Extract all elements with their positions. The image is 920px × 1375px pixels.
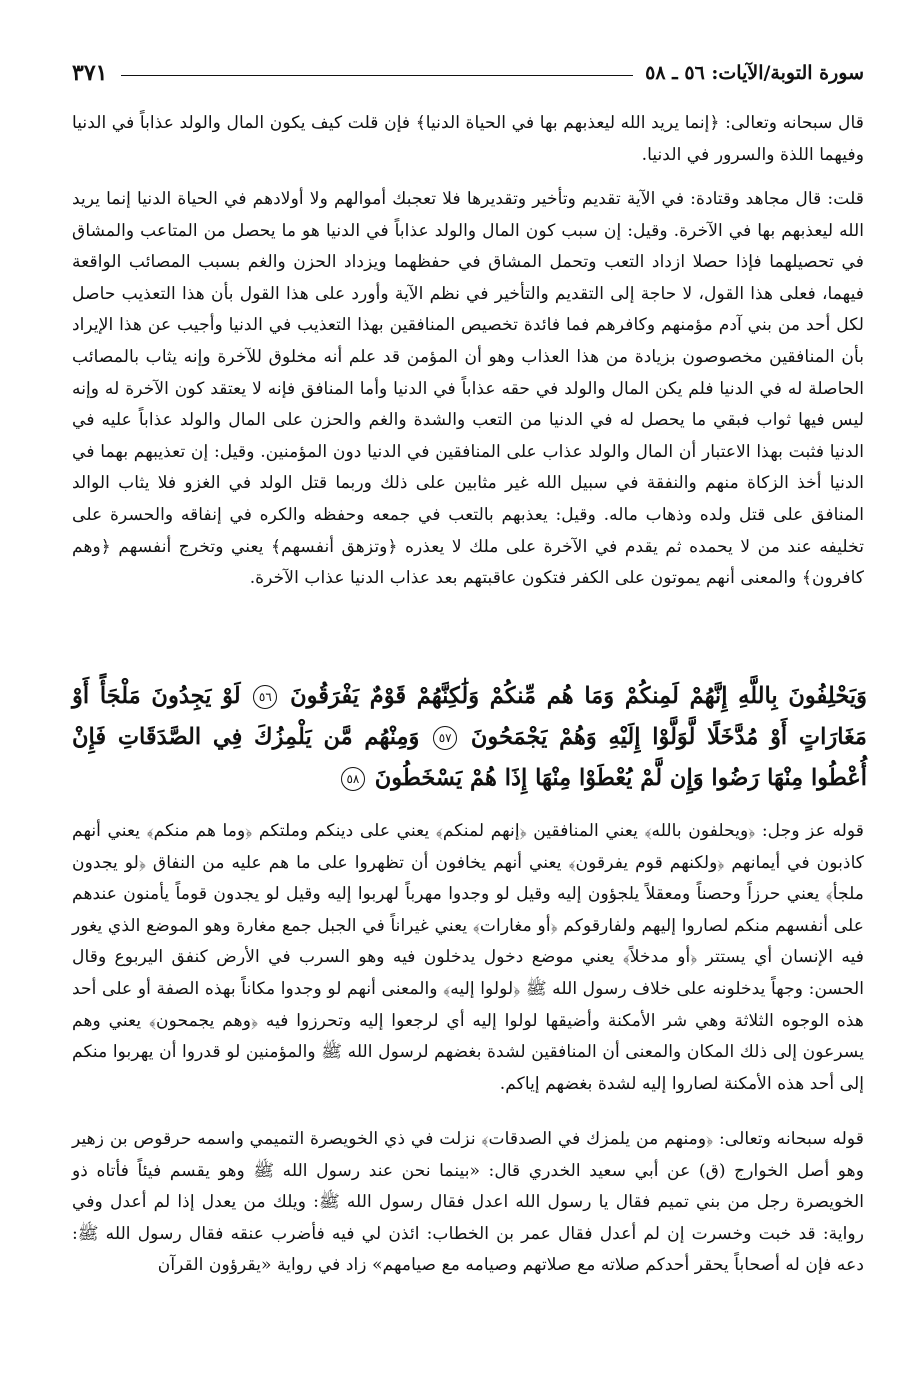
surah-title: سورة التوبة/الآيات: ٥٦ ـ ٥٨ [645, 62, 864, 84]
verse-57-text: لَوْ يَجِدُونَ مَلْجَأً أَوْ مَغَارَاتٍ أَوْ مُدَّخَلًا لَّوَلَّوْا إِلَيْهِ وَهُمْ يَجْمَحُونَ [72, 683, 867, 750]
page-header [72, 56, 864, 90]
paragraph-2 [72, 184, 864, 680]
page-number: ٣٧١ [72, 60, 108, 86]
paragraph-1-text: قال سبحانه وتعالى: ﴿إنما يريد الله ليعذبهم بها في الحياة الدنيا﴾ فإن قلت كيف يكون المال والولد عذاباً في الدنيا وفيهما اللذة والسرور في الدنيا. [72, 113, 864, 165]
paragraph-4-text: قوله سبحانه وتعالى: ﴿ومنهم من يلمزك في الصدقات﴾ نزلت في ذي الخويصرة التميمي واسمه حرقوص بن زهير وهو أصل الخوارج (ق) عن أبي سعيد الخدري قال: «بينما نحن عند رسول الله ﷺ وهو يقسم فيئاً فأتاه ذو الخويصرة رجل من بني تميم فقال يا رسول الله اعدل فقال رسول الله ﷺ: ويلك من يعدل إذا لم أعدل وفي رواية: قد خبت وخسرت إن لم أعدل فقال عمر بن الخطاب: ائذن لي فيه فأضرب عنقه فقال رسول الله ﷺ: دعه فإن له أصحاباً يحقر أحدكم صلاته مع صلاتهم وصيامه مع صيامهم» زاد في رواية «يقرؤون القرآن [72, 1129, 864, 1276]
quran-verses [72, 676, 867, 806]
paragraph-3-text: قوله عز وجل: ﴿ويحلفون بالله﴾ يعني المنافقين ﴿إنهم لمنكم﴾ يعني على دينكم وملتكم ﴿وما هم منكم﴾ يعني أنهم كاذبون في أيمانهم ﴿ولكنهم قوم يفرقون﴾ يعني أنهم يخافون أن تظهروا على ما هم عليه من النفاق ﴿لو يجدون ملجأ﴾ يعني حرزاً وحصناً ومعقلاً يلجؤون إليه وقيل لو وجدوا مهرباً لهربوا إليه وقيل لو يجدون قوماً يأمنون عندهم على أنفسهم منكم لصاروا إليهم ولفارقوكم ﴿أو مغارات﴾ يعني غيراناً في الجبل جمع مغارة وهو الموضع الذي يغور فيه الإنسان أي يستتر ﴿أو مدخلاً﴾ يعني موضع دخول يدخلون فيه وهو السرب في الأرض كنفق اليربوع وقال الحسن: وجهاً يدخلونه على خلاف رسول الله ﷺ ﴿لولوا إليه﴾ والمعنى أنهم لو وجدوا مكاناً بهذه الصفة أو على أحد هذه الوجوه الثلاثة وهي شر الأمكنة وأضيقها لولوا إليه أي لرجعوا إليه وتحرزوا فيه ﴿وهم يجمحون﴾ يعني وهم يسرعون إلى ذلك المكان والمعنى أن المنافقين لشدة بغضهم لرسول الله ﷺ والمؤمنين لو قدروا أن يهربوا منكم إلى أحد هذه الأمكنة لصاروا إليه لشدة بغضهم إياكم. [72, 821, 864, 1094]
verse-58-text: وَمِنْهُم مَّن يَلْمِزُكَ فِي الصَّدَقَاتِ فَإِنْ أُعْطُوا مِنْهَا رَضُوا وَإِن لَّمْ يُعْطَوْا مِنْهَا إِذَا هُمْ يَسْخَطُونَ [72, 724, 867, 791]
paragraph-2-text: قلت: قال مجاهد وقتادة: في الآية تقديم وتأخير وتقديرها فلا تعجبك أموالهم ولا أولادهم في الحياة الدنيا إنما يريد الله ليعذبهم بها في الآخرة. وقيل: إن سبب كون المال والولد عذاباً في الدنيا هو ما يحصل من المتاعب والمشاق في تحصيلهما فإذا حصلا ازداد التعب وتحمل المشاق في حفظهما ويزداد الحزن والغم بسبب المصائب الواقعة فيهما، فعلى هذا القول، لا حاجة إلى التقديم والتأخير في نظم الآية وأورد على هذا القول بأن هذا التعذيب حاصل لكل أحد من بني آدم مؤمنهم وكافرهم فما فائدة تخصيص المنافقين بهذا التعذيب في الدنيا وأجيب عن هذا الإيراد بأن المنافقين مخصوصون بزيادة من هذا العذاب وهو أن المؤمن قد علم أنه مخلوق للآخرة وإنه يثاب بالمصائب الحاصلة له في الدنيا فلم يكن المال والولد في حقه عذاباً في الدنيا وأما المنافق فإنه لا يعتقد كون الآخرة له وإنه ليس فيها ثواب فبقي ما يحصل له في الدنيا من التعب والشدة والغم والحزن على المال والولد عذاباً عليه في الدنيا فثبت بهذا الاعتبار أن المال والولد عذاب على المنافقين في الدنيا دون المؤمنين. وقيل: إن تعذيبهم بهما في الدنيا أخذ الزكاة منهم والنفقة في سبيل الله غير مثابين على ذلك وربما قتل الولد في الغزو فلا يثاب الوالد المنافق على قتل ولده وذهاب ماله. وقيل: يعذبهم بالتعب في جمعه وحفظه والكره في إنفاقه والحسرة على تخليفه عند من لا يحمده ثم يقدم في الآخرة على ملك لا يعذره ﴿وتزهق أنفسهم﴾ يعني وتخرج أنفسهم ﴿وهم كافرون﴾ والمعنى أنهم يموتون على الكفر فتكون عاقبتهم بعد عذاب الدنيا عذاب الآخرة. [72, 189, 864, 589]
verse-57-number: ٥٧ [433, 726, 457, 750]
paragraph-4 [72, 1124, 864, 1324]
verse-56-text: وَيَحْلِفُونَ بِاللَّهِ إِنَّهُمْ لَمِنكُمْ وَمَا هُم مِّنكُمْ وَلَٰكِنَّهُمْ قَوْمٌ يَفْرَقُونَ [290, 683, 868, 709]
paragraph-3 [72, 816, 864, 1094]
verse-58-number: ٥٨ [341, 767, 365, 791]
paragraph-1 [72, 108, 864, 178]
header-rule [121, 75, 633, 76]
verse-56-number: ٥٦ [253, 685, 277, 709]
